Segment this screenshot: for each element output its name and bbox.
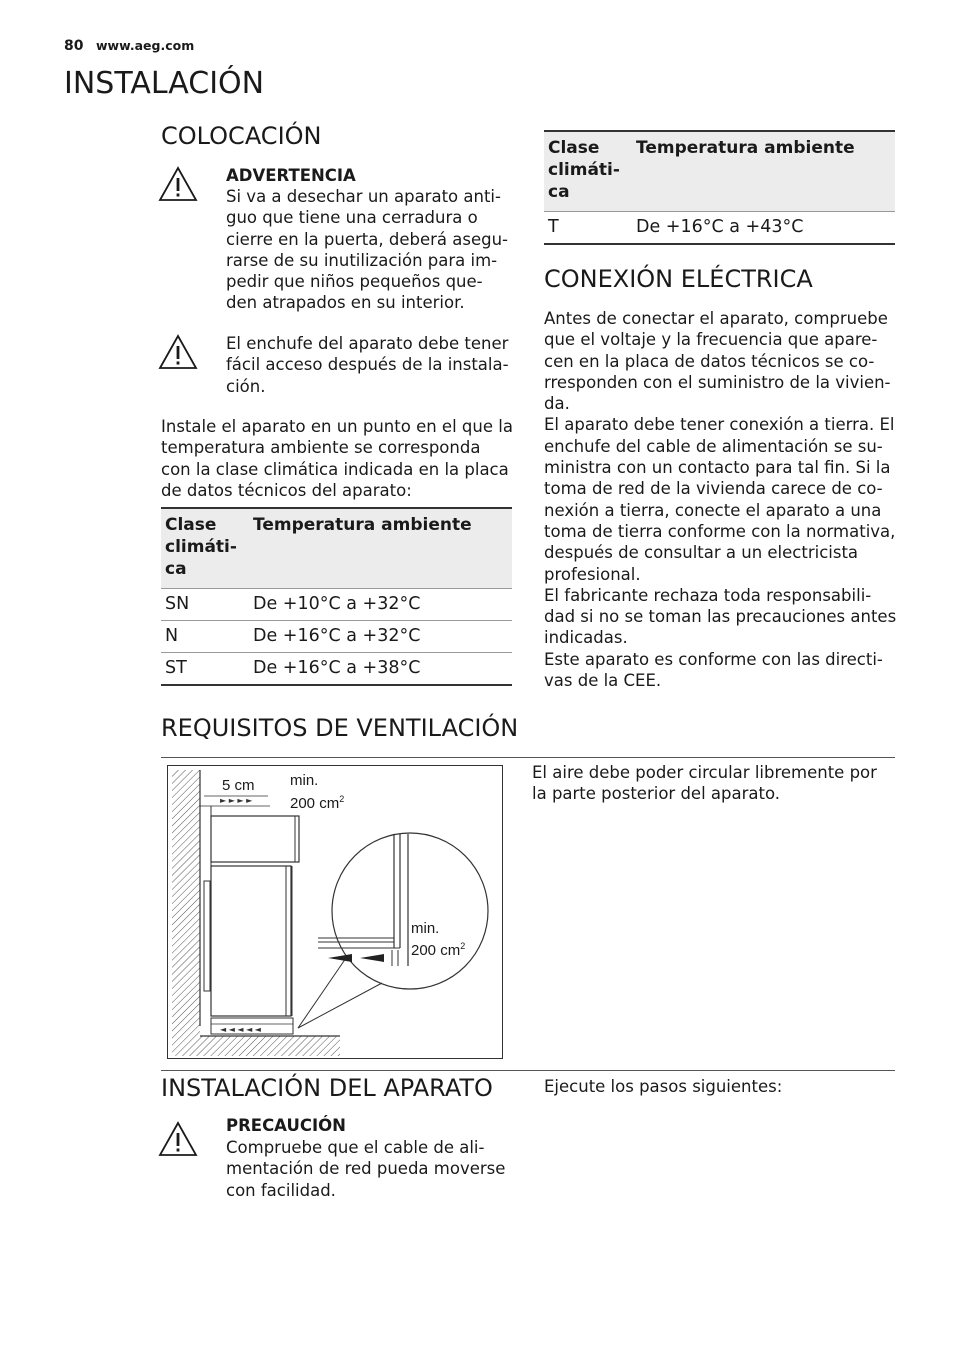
warning-icon	[158, 166, 198, 202]
diagram-area-value: 200 cm	[290, 795, 340, 812]
table-header-row	[161, 508, 512, 589]
diagram-label-min-top: min.	[290, 772, 319, 789]
table-header-row	[544, 131, 895, 212]
warning-title: ADVERTENCIA	[226, 166, 356, 185]
table-cell: De +16°C a +43°C	[632, 212, 895, 245]
ventilation-diagram	[167, 765, 503, 1059]
diagram-area-superscript: 2	[339, 794, 345, 804]
table-row	[544, 212, 895, 245]
diagram-label-area-bottom	[411, 941, 465, 959]
electrical-connection-text: Antes de conectar el aparato, compruebe que el voltaje y la frecuencia que apare- cen en la placa de datos técnicos se co- rresponden con el suministro de la vivien- da. El aparato debe tener conexión a tierra. El enchufe del cable de alimentación se su- ministra con un contacto para tal fin. Si la toma de red de la vivienda carece de co- nexión a tierra, conecte el aparato a una toma de tierra conforme con la normativa, después de consultar a un electricista profesional. El fabricante rechaza toda responsabili- dad si no se toman las precauciones antes indicadas. Este aparato es conforme con las directi- vas de la CEE.	[544, 309, 897, 691]
diagram-label-min-bottom: min.	[411, 920, 440, 937]
diagram-area-value: 200 cm	[411, 942, 461, 959]
divider	[161, 757, 895, 758]
page-title: INSTALACIÓN	[64, 66, 265, 101]
climate-class-table	[161, 507, 512, 686]
warning-text-plug-access: El enchufe del aparato debe tener fácil acceso después de la instala- ción.	[226, 334, 509, 396]
page-number: 80	[64, 38, 84, 54]
table-row	[161, 589, 512, 621]
warning-text-disposal: Si va a desechar un aparato anti- guo que tiene una cerradura o cierre en la puerta, deberá asegu- rarse de su inutilización para im- pedir que niños pequeños que- den atrapados en su interior.	[226, 187, 508, 313]
steps-intro: Ejecute los pasos siguientes:	[544, 1077, 783, 1096]
climate-class-table-t	[544, 130, 895, 245]
table-cell: De +10°C a +32°C	[249, 589, 512, 621]
caution-text: Compruebe que el cable de ali- mentación de red pueda moverse con facilidad.	[226, 1138, 506, 1200]
table-row	[161, 621, 512, 653]
table-cell: De +16°C a +32°C	[249, 621, 512, 653]
divider	[161, 1070, 895, 1071]
svg-text:◄ ◄ ◄ ◄ ◄: ◄ ◄ ◄ ◄ ◄	[220, 1025, 261, 1034]
table-header-cell: Temperatura ambiente	[249, 508, 512, 589]
website-url: www.aeg.com	[96, 38, 195, 53]
table-header-cell: Clase climáti- ca	[161, 508, 249, 589]
table-row	[161, 653, 512, 686]
caution-title: PRECAUCIÓN	[226, 1116, 346, 1135]
table-cell: De +16°C a +38°C	[249, 653, 512, 686]
ventilation-text: El aire debe poder circular libremente por la parte posterior del aparato.	[532, 763, 877, 804]
section-heading-ventilacion: REQUISITOS DE VENTILACIÓN	[161, 714, 519, 742]
table-cell: N	[161, 621, 249, 653]
table-cell: T	[544, 212, 632, 245]
caution-icon	[158, 1121, 198, 1157]
section-heading-colocacion: COLOCACIÓN	[161, 122, 322, 150]
diagram-label-area-top	[290, 794, 344, 812]
table-cell: SN	[161, 589, 249, 621]
diagram-area-superscript: 2	[460, 941, 466, 951]
table-header-cell: Temperatura ambiente	[632, 131, 895, 212]
section-heading-instalacion: INSTALACIÓN DEL APARATO	[161, 1074, 493, 1102]
table-cell: ST	[161, 653, 249, 686]
installation-paragraph: Instale el aparato en un punto en el que la temperatura ambiente se corresponda con la clase climática indicada en la placa de datos técnicos del aparato:	[161, 417, 513, 500]
section-heading-conexion: CONEXIÓN ELÉCTRICA	[544, 265, 813, 293]
diagram-label-gap: 5 cm	[222, 777, 255, 794]
svg-text:► ► ► ►: ► ► ► ►	[220, 796, 253, 805]
table-header-cell: Clase climáti- ca	[544, 131, 632, 212]
warning-icon	[158, 334, 198, 370]
